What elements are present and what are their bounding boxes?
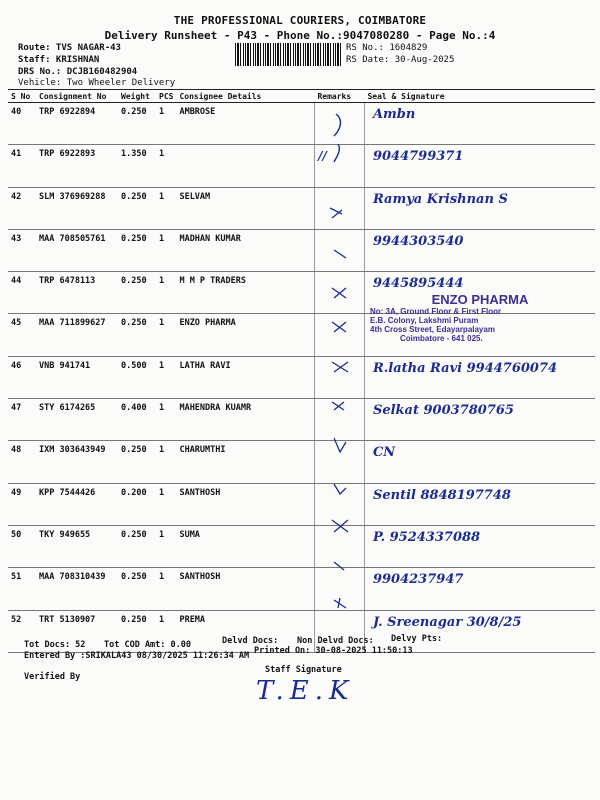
row-consignee [176,145,314,187]
table-row [8,229,595,271]
row-signature: J. Sreenagar 30/8/25 [364,610,595,652]
row-pcs: 1 [156,483,176,525]
table-row [8,483,595,525]
row-pcs: 1 [156,272,176,314]
col-weight: Weight [118,90,156,103]
table-row [8,525,595,567]
row-consignee: MAHENDRA KUAMR [176,399,314,441]
row-consignment-no: IXM 303643949 [36,441,118,483]
row-weight: 0.200 [118,483,156,525]
table-row [8,441,595,483]
row-signature: Ramya Krishnan S [364,187,595,229]
row-signature: CN [364,441,595,483]
stamp-name: ENZO PHARMA [431,292,529,307]
row-signature: Selkat 9003780765 [364,399,595,441]
row-weight: 1.350 [118,145,156,187]
row-weight: 0.250 [118,525,156,567]
row-pcs: 1 [156,568,176,610]
row-remarks: // [314,145,364,187]
row-consignee: SANTHOSH [176,568,314,610]
non-delivered-docs: Non Delvd Docs: [297,636,374,646]
row-sno: 47 [8,399,36,441]
row-pcs: 1 [156,610,176,652]
row-consignment-no: MAA 708310439 [36,568,118,610]
row-signature: Ambn [364,103,595,145]
col-consignee: Consignee Details [176,90,314,103]
row-pcs: 1 [156,356,176,398]
row-consignee: SANTHOSH [176,483,314,525]
row-consignment-no: TRP 6922894 [36,103,118,145]
row-signature: 9944303540 [364,229,595,271]
total-docs: Tot Docs: 52 [24,640,86,650]
row-consignee: MADHAN KUMAR [176,229,314,271]
entered-by: Entered By :SRIKALA43 08/30/2025 11:26:34 AM [24,651,250,661]
total-cod-amount: Tot COD Amt: 0.00 [104,640,191,650]
rs-date: RS Date: 30-Aug-2025 [346,55,455,65]
table-row [8,145,595,187]
table-row [8,399,595,441]
staff-signature-handwriting: T.E.K [256,676,355,706]
row-consignee: AMBROSE [176,103,314,145]
row-consignee: PREMA [176,610,314,652]
row-consignment-no: TRT 5130907 [36,610,118,652]
row-consignment-no: MAA 711899627 [36,314,118,356]
rs-number: RS No.: 1604829 [346,43,428,53]
row-sno: 42 [8,187,36,229]
col-remarks: Remarks [314,90,364,103]
row-pcs: 1 [156,187,176,229]
company-stamp [370,292,590,343]
row-consignee: CHARUMTHI [176,441,314,483]
vehicle-label: Vehicle: Two Wheeler Delivery [18,78,176,88]
row-consignment-no: TKY 949655 [36,525,118,567]
row-consignee: M M P TRADERS [176,272,314,314]
row-pcs: 1 [156,441,176,483]
row-consignee: SELVAM [176,187,314,229]
row-weight: 0.250 [118,314,156,356]
row-pcs: 1 [156,229,176,271]
row-consignment-no: MAA 708505761 [36,229,118,271]
col-sno: S No [8,90,36,103]
stamp-address-line3: 4th Cross Street, Edayarpalayam [370,325,495,334]
table-row [8,103,595,145]
route-label: Route: TVS NAGAR-43 [18,43,121,53]
staff-signature-label: Staff Signature [265,665,342,675]
stamp-address-line2: E.B. Colony, Lakshmi Puram [370,316,479,325]
row-signature: P. 9524337088 [364,525,595,567]
row-consignment-no: TRP 6922893 [36,145,118,187]
row-signature: Sentil 8848197748 [364,483,595,525]
row-consignment-no: TRP 6478113 [36,272,118,314]
row-pcs: 1 [156,103,176,145]
stamp-address-line1: No: 3A, Ground Floor & First Floor [370,307,502,316]
remarks-marks [326,100,366,610]
staff-label: Staff: KRISHNAN [18,55,100,65]
row-signature: 9445895444 [364,272,595,314]
row-weight: 0.250 [118,441,156,483]
delivered-docs: Delvd Docs: [222,636,279,646]
col-consignment: Consignment No [36,90,118,103]
row-consignment-no: VNB 941741 [36,356,118,398]
row-sno: 40 [8,103,36,145]
row-sno: 51 [8,568,36,610]
row-sno: 46 [8,356,36,398]
row-weight: 0.400 [118,399,156,441]
table-row [8,568,595,610]
row-pcs: 1 [156,145,176,187]
stamp-address-line4: Coimbatore - 641 025. [400,334,483,343]
row-weight: 0.250 [118,272,156,314]
row-weight: 0.250 [118,103,156,145]
row-consignment-no: STY 6174265 [36,399,118,441]
table-row [8,187,595,229]
barcode-graphic [235,43,342,66]
drs-label: DRS No.: DCJB160482904 [18,67,138,77]
table-header-row [8,90,595,103]
row-sno: 52 [8,610,36,652]
document-title: THE PROFESSIONAL COURIERS, COIMBATORE [173,14,427,27]
row-weight: 0.250 [118,610,156,652]
row-consignee: SUMA [176,525,314,567]
row-weight: 0.250 [118,229,156,271]
col-pcs: PCS [156,90,176,103]
row-consignment-no: SLM 376969288 [36,187,118,229]
row-signature: 9904237947 [364,568,595,610]
row-weight: 0.250 [118,187,156,229]
row-consignee: ENZO PHARMA [176,314,314,356]
row-sno: 50 [8,525,36,567]
row-sno: 44 [8,272,36,314]
verified-by-label: Verified By [24,672,81,682]
row-weight: 0.500 [118,356,156,398]
row-sno: 45 [8,314,36,356]
delivery-points: Delvy Pts: [391,634,443,644]
printed-on: Printed On: 30-08-2025 11:50:13 [254,646,413,656]
row-pcs: 1 [156,314,176,356]
row-consignment-no: KPP 7544426 [36,483,118,525]
runsheet-subtitle: Delivery Runsheet - P43 - Phone No.:9047080280 - Page No.:4 [104,29,496,42]
row-signature: 9044799371 [364,145,595,187]
row-sno: 48 [8,441,36,483]
row-sno: 41 [8,145,36,187]
row-consignee: LATHA RAVI [176,356,314,398]
row-sno: 43 [8,229,36,271]
row-sno: 49 [8,483,36,525]
runsheet-table [8,89,595,653]
col-seal-signature: Seal & Signature [364,90,595,103]
row-weight: 0.250 [118,568,156,610]
row-signature: R.latha Ravi 9944760074 [364,356,595,398]
row-pcs: 1 [156,399,176,441]
table-row [8,356,595,398]
row-pcs: 1 [156,525,176,567]
